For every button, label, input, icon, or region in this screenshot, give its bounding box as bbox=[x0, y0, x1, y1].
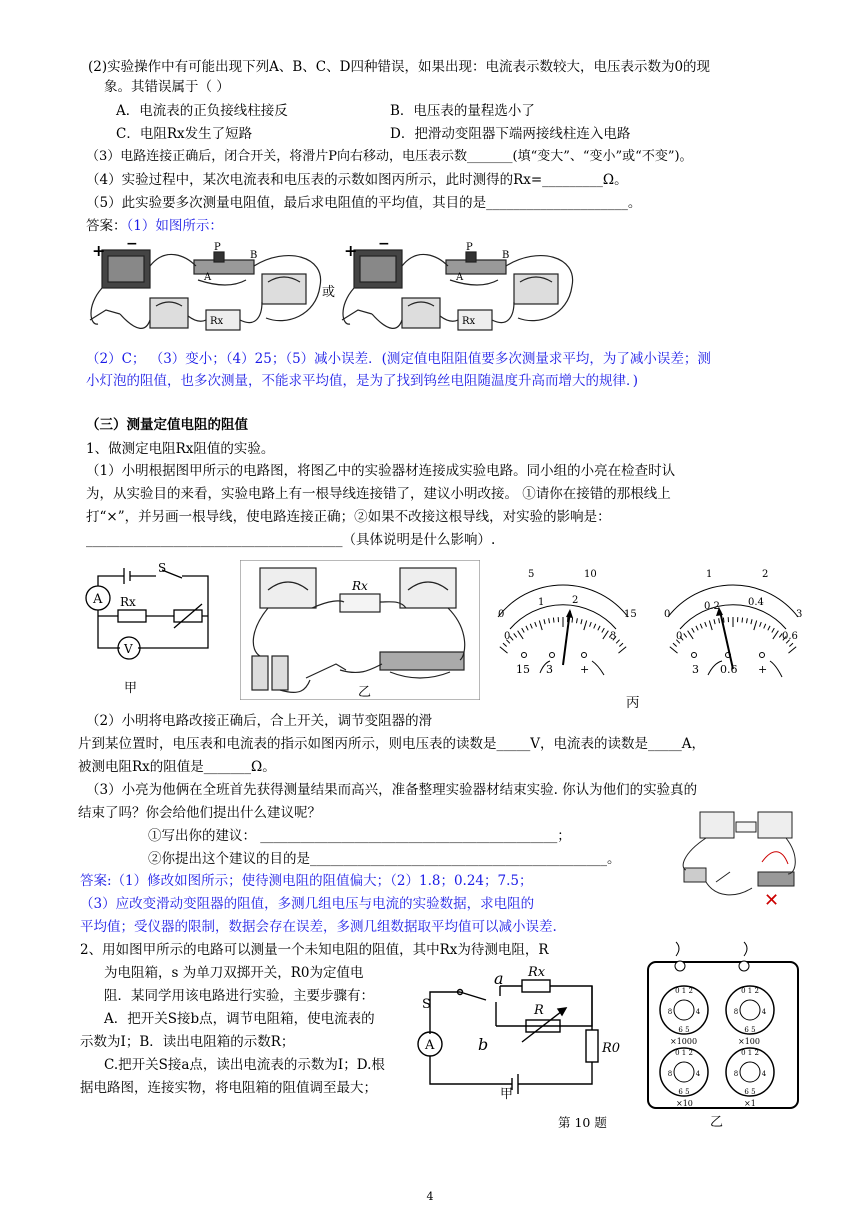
svg-text:A: A bbox=[204, 272, 212, 283]
dial-tick bbox=[590, 622, 592, 627]
svg-text:6 5: 6 5 bbox=[744, 1026, 756, 1034]
v-tick-15: 15 bbox=[624, 609, 637, 620]
answer3-line3: 平均值；受仪器的限制，数据会存在误差，多测几组数据取平均值可以减小误差. bbox=[80, 919, 557, 935]
error-cross-mark: ✕ bbox=[764, 890, 780, 911]
option-b: B．电压表的量程选小了 bbox=[390, 103, 535, 119]
a-term-06: 0.6 bbox=[720, 663, 738, 676]
q2-intro-line3: 阻．某同学用该电路进行实验，主要步骤有： bbox=[104, 988, 374, 1004]
q5: （5）此实验要多次测量电阻值，最后求电阻值的平均值，其目的是_____________________。 bbox=[86, 195, 642, 211]
q1-3-line2: 结束了吗？你会给他们提出什么建议呢？ bbox=[78, 805, 321, 821]
dial-tick bbox=[553, 618, 554, 623]
dial-tick bbox=[696, 626, 698, 630]
svg-text:B: B bbox=[250, 250, 258, 261]
dial-tick bbox=[603, 631, 609, 639]
q2-intro-line2: 为电阻箱，s 为单刀双掷开关，R0为定值电 bbox=[104, 965, 364, 981]
dial-tick bbox=[742, 618, 743, 623]
svg-text:4: 4 bbox=[761, 1070, 767, 1078]
fig2-jia-caption: 甲 bbox=[500, 1087, 514, 1102]
dial-tick bbox=[754, 620, 757, 630]
dial-tick bbox=[616, 640, 619, 644]
svg-text:0 1 2: 0 1 2 bbox=[675, 1049, 693, 1057]
box-mult-1000: ×1000 bbox=[670, 1037, 698, 1046]
svg-text:8: 8 bbox=[667, 1070, 673, 1078]
answer-2-line1: （2）C； （3）变小；（4）25；（5）减小误差．(测定值电阻阻值要多次测量求平均，为了减小误差；测 bbox=[86, 351, 711, 367]
dial-tick bbox=[522, 628, 525, 632]
answer-label: 答案： bbox=[86, 218, 127, 234]
switch-label: S bbox=[158, 561, 167, 575]
dial-tick bbox=[746, 618, 747, 623]
answer3-line2: （3）应改变滑动变阻器的阻值，多测几组电压与电流的实验数据，求电阻的 bbox=[80, 896, 535, 912]
svg-text:Rx: Rx bbox=[210, 316, 224, 327]
dial-tick bbox=[514, 633, 517, 637]
svg-text:P: P bbox=[214, 242, 221, 253]
q2-r0-label: R0 bbox=[602, 1041, 621, 1056]
dial-tick bbox=[549, 618, 550, 623]
rx-label: Rx bbox=[120, 595, 136, 609]
dial-tick bbox=[572, 618, 573, 623]
v-term-plus: + bbox=[580, 663, 590, 676]
svg-text:8: 8 bbox=[733, 1070, 739, 1078]
svg-text:+: + bbox=[92, 241, 106, 260]
q1-3-line1: （3）小亮为他俩在全班首先获得测量结果而高兴，准备整理实验器材结束实验. 你认为他们的实验真的 bbox=[86, 782, 698, 798]
circuit-diagram-q2 bbox=[416, 966, 634, 1106]
a-tick-0: 0 bbox=[664, 609, 671, 620]
svg-text:8: 8 bbox=[733, 1008, 739, 1016]
dial-tick bbox=[788, 647, 796, 653]
q2-step-a2: 示数为I；B．读出电阻箱的示数R； bbox=[80, 1034, 295, 1050]
dial-tick bbox=[688, 631, 694, 639]
q1-1-line1: （1）小明根据图甲所示的电路图，将图乙中的实验器材连接成实验电路。同小组的小亮在检查时认 bbox=[86, 463, 676, 479]
svg-text:0 1 2: 0 1 2 bbox=[741, 1049, 759, 1057]
q2-step-a: A．把开关S接b点，调节电阻箱，使电流表的 bbox=[104, 1011, 375, 1027]
box-mult-100: ×100 bbox=[738, 1037, 760, 1046]
q2-switch-label: S bbox=[422, 997, 431, 1012]
q1-3-purpose: ②你提出这个建议的目的是____________________________________________。 bbox=[148, 851, 621, 867]
box-mult-1: ×1 bbox=[744, 1099, 756, 1108]
rx-apparatus-label: Rx bbox=[352, 579, 368, 593]
dial-tick bbox=[618, 647, 626, 653]
dial-tick bbox=[684, 633, 687, 637]
answer-apparatus-photo bbox=[676, 808, 800, 920]
answer-2-line2: 小灯泡的阻值，也多次测量，不能求平均值，是为了找到钨丝电阻随温度升高而增大的规律．) bbox=[86, 373, 639, 389]
svg-text:6 5: 6 5 bbox=[678, 1088, 690, 1096]
apparatus-yi bbox=[240, 560, 480, 700]
dial-tick bbox=[544, 619, 545, 624]
dial-tick bbox=[594, 624, 596, 629]
dial-tick bbox=[670, 647, 678, 653]
v-tick-10: 10 bbox=[584, 569, 597, 580]
q2-rx-label: Rx bbox=[528, 966, 546, 980]
q1-1-line2: 为，从实验目的来看，实验电路上有一根导线连接错了，建议小明改接。 ①请你在接错的那根线上 bbox=[86, 486, 671, 502]
dial-tick bbox=[709, 620, 712, 630]
a-tick-0b: 0 bbox=[676, 631, 683, 642]
v-tick-0b: 0 bbox=[504, 631, 511, 642]
a-tick-06: 0.6 bbox=[782, 631, 798, 642]
q2-ammeter-symbol: A bbox=[425, 1038, 435, 1053]
svg-text:6 5: 6 5 bbox=[678, 1026, 690, 1034]
svg-text:4: 4 bbox=[761, 1008, 767, 1016]
a-term-3: 3 bbox=[692, 663, 699, 676]
q2-node-b: b bbox=[478, 1035, 489, 1054]
v-tick-3: 3 bbox=[610, 631, 617, 642]
dial-tick bbox=[673, 643, 677, 646]
fig2-yi-caption: 乙 bbox=[710, 1115, 724, 1130]
fig-yi-caption: 乙 bbox=[358, 685, 372, 700]
voltmeter-dial bbox=[488, 565, 638, 687]
voltmeter-symbol: V bbox=[124, 642, 133, 656]
svg-text:6 5: 6 5 bbox=[744, 1088, 756, 1096]
dial-tick bbox=[530, 624, 532, 629]
q1-title: 1、做测定电阻Rx阻值的实验。 bbox=[86, 441, 275, 457]
dial-tick bbox=[700, 624, 702, 629]
section-heading: （三）测量定值电阻的阻值 bbox=[86, 417, 248, 433]
q2-node-a: a bbox=[494, 969, 504, 988]
dial-tick bbox=[772, 628, 775, 632]
dial-tick bbox=[518, 631, 524, 639]
answer-1: （1）如图所示： bbox=[126, 218, 223, 234]
or-text: 或 bbox=[322, 285, 336, 300]
dial-tick bbox=[760, 622, 762, 627]
box-mult-10: ×10 bbox=[676, 1099, 693, 1108]
v-term-3: 3 bbox=[546, 663, 553, 676]
fig-jia-caption: 甲 bbox=[124, 681, 138, 696]
resistance-box bbox=[640, 940, 808, 1130]
ammeter-symbol: A bbox=[93, 592, 103, 607]
dial-tick bbox=[535, 622, 537, 627]
answer-wiring-figure bbox=[86, 236, 606, 344]
q2-r-label: R bbox=[534, 1003, 544, 1018]
a-tick-2: 2 bbox=[762, 569, 769, 580]
q3: （3）电路连接正确后，闭合开关，将滑片P向右移动，电压表示数_______(填“变大”、“变小”或“不变”)。 bbox=[86, 149, 693, 164]
svg-text:4: 4 bbox=[695, 1008, 701, 1016]
dial-tick bbox=[714, 619, 715, 624]
a-term-plus: + bbox=[758, 663, 768, 676]
q4: （4）实验过程中，某次电流表和电压表的示数如图丙所示，此时测得的Rx=_________Ω。 bbox=[86, 172, 628, 188]
circuit-diagram-jia bbox=[78, 558, 228, 698]
figure-number: 第 10 题 bbox=[558, 1115, 607, 1130]
dial-tick bbox=[598, 626, 600, 630]
option-d: D．把滑动变阻器下端两接线柱连入电路 bbox=[390, 126, 631, 142]
dial-tick bbox=[526, 626, 528, 630]
q2-step-c2: 据电路图，连接实物，将电阻箱的阻值调至最大； bbox=[80, 1080, 377, 1096]
option-c: C．电阻Rx发生了短路 bbox=[116, 126, 253, 142]
answer3-line1: 答案:（1）修改如图所示；使待测电阻的阻值偏大；（2）1.8；0.24；7.5； bbox=[80, 873, 533, 889]
v-tick-0: 0 bbox=[498, 609, 505, 620]
dial-tick bbox=[619, 643, 623, 646]
q1-2-line2: 片到某位置时，电压表和电流表的指示如图丙所示，则电压表的读数是_____V，电流表的读数是_____A， bbox=[78, 736, 705, 752]
svg-text:4: 4 bbox=[695, 1070, 701, 1078]
q1-2-line3: 被测电阻Rx的阻值是_______Ω。 bbox=[78, 759, 276, 775]
v-tick-5: 5 bbox=[528, 569, 535, 580]
a-tick-02: 0.2 bbox=[704, 601, 720, 612]
q1-3-suggestion: ①写出你的建议： ____________________________________________； bbox=[148, 828, 571, 844]
dial-tick bbox=[773, 631, 779, 639]
dial-tick bbox=[581, 619, 582, 624]
dial-tick bbox=[692, 628, 695, 632]
dial-tick bbox=[751, 619, 752, 624]
q2-line1: (2)实验操作中有可能出现下列A、B、C、D四种错误，如果出现：电流表示数较大，电压表示数为0的现 bbox=[88, 59, 711, 75]
v-tick-2: 2 bbox=[572, 595, 579, 606]
svg-text:0 1 2: 0 1 2 bbox=[675, 987, 693, 995]
q2-line2: 象。其错误属于（ ） bbox=[104, 79, 230, 95]
dial-tick bbox=[510, 636, 513, 640]
dial-tick bbox=[723, 618, 724, 623]
page-number: 4 bbox=[426, 1190, 434, 1203]
dial-tick bbox=[789, 643, 793, 646]
dial-tick bbox=[503, 643, 507, 646]
a-tick-3: 3 bbox=[796, 609, 803, 620]
ammeter-dial bbox=[658, 565, 808, 687]
fig-bing-caption: 丙 bbox=[626, 695, 640, 711]
dial-tick bbox=[764, 624, 766, 629]
a-tick-1: 1 bbox=[706, 569, 713, 580]
a-tick-04: 0.4 bbox=[748, 597, 764, 608]
svg-text:−: − bbox=[126, 236, 138, 252]
dial-tick bbox=[584, 620, 587, 630]
q1-2-line1: （2）小明将电路改接正确后，合上开关，调节变阻器的滑 bbox=[86, 713, 433, 729]
option-a: A．电流表的正负接线柱接反 bbox=[116, 103, 288, 119]
dial-tick bbox=[768, 626, 770, 630]
q2-intro-line1: 2、用如图甲所示的电路可以测量一个未知电阻的阻值，其中Rx为待测电阻，R bbox=[80, 942, 549, 958]
svg-text:8: 8 bbox=[667, 1008, 673, 1016]
dial-tick bbox=[602, 628, 605, 632]
dial-tick bbox=[576, 618, 577, 623]
svg-text:0 1 2: 0 1 2 bbox=[741, 987, 759, 995]
q1-1-line4: ______________________________________（具体说明是什么影响）. bbox=[86, 532, 496, 548]
q1-1-line3: 打“×”，并另画一根导线，使电路连接正确；②如果不改接这根导线，对实验的影响是： bbox=[86, 509, 611, 525]
q2-step-c: C.把开关S接a点，读出电流表的示数为I；D.根 bbox=[104, 1057, 385, 1073]
dial-tick bbox=[719, 618, 720, 623]
dial-tick bbox=[705, 622, 707, 627]
v-term-15: 15 bbox=[516, 663, 530, 676]
dial-tick bbox=[539, 620, 542, 630]
dial-tick bbox=[500, 647, 508, 653]
v-tick-1: 1 bbox=[538, 597, 545, 608]
